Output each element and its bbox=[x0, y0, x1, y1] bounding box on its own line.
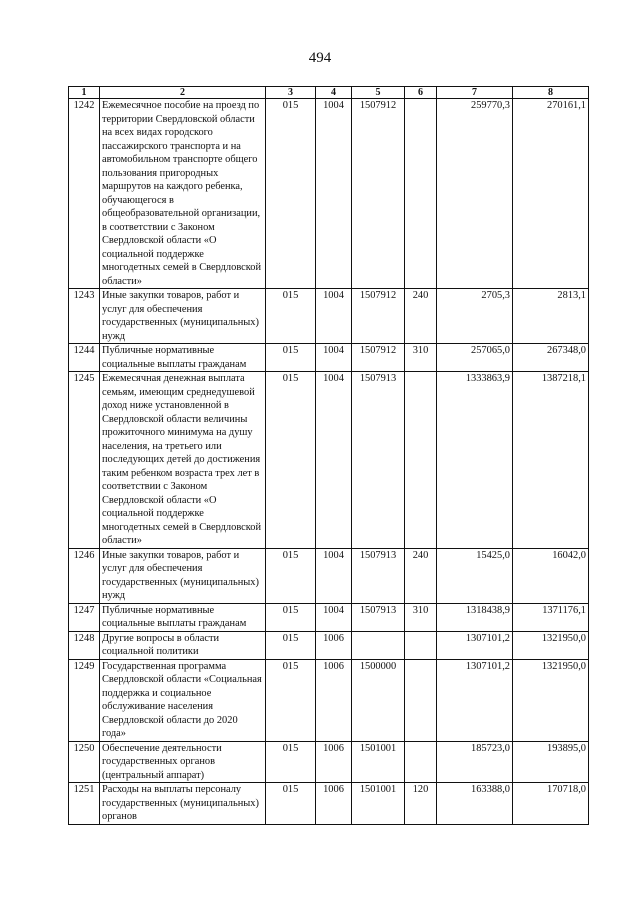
row-amount-year1: 1318438,9 bbox=[437, 603, 513, 631]
row-code-section: 1004 bbox=[316, 99, 352, 289]
row-code-section: 1004 bbox=[316, 289, 352, 344]
row-number: 1244 bbox=[69, 344, 100, 372]
row-amount-year1: 259770,3 bbox=[437, 99, 513, 289]
column-header-2: 2 bbox=[100, 87, 266, 99]
row-amount-year1: 2705,3 bbox=[437, 289, 513, 344]
row-number: 1242 bbox=[69, 99, 100, 289]
budget-table bbox=[68, 86, 589, 825]
row-code-section: 1004 bbox=[316, 372, 352, 549]
row-amount-year2: 267348,0 bbox=[513, 344, 589, 372]
table-row bbox=[69, 99, 589, 289]
row-name: Государственная программа Свердловской области «Социальная поддержка и социальное обслуживание населения Свердловской области до 2020 года» bbox=[100, 659, 266, 741]
row-amount-year2: 1321950,0 bbox=[513, 631, 589, 659]
row-amount-year2: 170718,0 bbox=[513, 783, 589, 825]
row-number: 1247 bbox=[69, 603, 100, 631]
table-row bbox=[69, 783, 589, 825]
column-header-6: 6 bbox=[405, 87, 437, 99]
row-code-admin: 015 bbox=[266, 99, 316, 289]
column-header-4: 4 bbox=[316, 87, 352, 99]
row-amount-year1: 1333863,9 bbox=[437, 372, 513, 549]
row-number: 1248 bbox=[69, 631, 100, 659]
column-header-5: 5 bbox=[352, 87, 405, 99]
header-row bbox=[69, 87, 589, 99]
row-amount-year1: 257065,0 bbox=[437, 344, 513, 372]
row-name: Ежемесячная денежная выплата семьям, имеющим среднедушевой доход ниже установленной в Свердловской области величины прожиточного минимума на душу населения, на третьего или последующих детей до достижения таким ребенком возраста трех лет в соответствии с Законом Свердловской области «О социальной поддержке многодетных семей в Свердловской области» bbox=[100, 372, 266, 549]
row-number: 1249 bbox=[69, 659, 100, 741]
row-code-admin: 015 bbox=[266, 372, 316, 549]
table-row bbox=[69, 344, 589, 372]
row-number: 1245 bbox=[69, 372, 100, 549]
row-code-type bbox=[405, 741, 437, 783]
row-code-section: 1004 bbox=[316, 344, 352, 372]
row-amount-year1: 1307101,2 bbox=[437, 659, 513, 741]
table-row bbox=[69, 741, 589, 783]
row-code-type bbox=[405, 99, 437, 289]
row-amount-year1: 185723,0 bbox=[437, 741, 513, 783]
column-header-1: 1 bbox=[69, 87, 100, 99]
row-code-type bbox=[405, 372, 437, 549]
row-code-type: 120 bbox=[405, 783, 437, 825]
row-code-target: 1507913 bbox=[352, 603, 405, 631]
row-code-section: 1006 bbox=[316, 631, 352, 659]
row-name: Публичные нормативные социальные выплаты гражданам bbox=[100, 344, 266, 372]
row-name: Иные закупки товаров, работ и услуг для обеспечения государственных (муниципальных) нужд bbox=[100, 289, 266, 344]
row-number: 1251 bbox=[69, 783, 100, 825]
row-amount-year2: 2813,1 bbox=[513, 289, 589, 344]
row-number: 1243 bbox=[69, 289, 100, 344]
row-code-type bbox=[405, 659, 437, 741]
row-number: 1250 bbox=[69, 741, 100, 783]
row-name: Ежемесячное пособие на проезд по территории Свердловской области на всех видах городского пассажирского транспорта и на автомобильном транспорте общего пользования пригородных маршрутов на каждого ребенка, обучающегося в общеобразовательной организации, в соответствии с Законом Свердловской области «О социальной поддержке многодетных семей в Свердловской области» bbox=[100, 99, 266, 289]
row-code-admin: 015 bbox=[266, 344, 316, 372]
table-body bbox=[69, 99, 589, 825]
row-number: 1246 bbox=[69, 548, 100, 603]
row-code-type: 240 bbox=[405, 289, 437, 344]
row-code-target: 1507912 bbox=[352, 344, 405, 372]
row-code-type bbox=[405, 631, 437, 659]
row-code-section: 1004 bbox=[316, 548, 352, 603]
row-name: Другие вопросы в области социальной политики bbox=[100, 631, 266, 659]
row-amount-year2: 1371176,1 bbox=[513, 603, 589, 631]
row-code-target: 1507913 bbox=[352, 548, 405, 603]
table-row bbox=[69, 372, 589, 549]
table-row bbox=[69, 631, 589, 659]
table-row bbox=[69, 289, 589, 344]
row-name: Публичные нормативные социальные выплаты гражданам bbox=[100, 603, 266, 631]
table-row bbox=[69, 548, 589, 603]
column-header-7: 7 bbox=[437, 87, 513, 99]
row-code-section: 1004 bbox=[316, 603, 352, 631]
row-code-admin: 015 bbox=[266, 659, 316, 741]
row-code-section: 1006 bbox=[316, 783, 352, 825]
row-code-target: 1507912 bbox=[352, 289, 405, 344]
row-amount-year2: 16042,0 bbox=[513, 548, 589, 603]
row-code-target bbox=[352, 631, 405, 659]
table-row bbox=[69, 603, 589, 631]
row-code-admin: 015 bbox=[266, 783, 316, 825]
row-code-target: 1501001 bbox=[352, 783, 405, 825]
row-code-section: 1006 bbox=[316, 741, 352, 783]
row-amount-year1: 1307101,2 bbox=[437, 631, 513, 659]
row-amount-year2: 270161,1 bbox=[513, 99, 589, 289]
row-code-admin: 015 bbox=[266, 548, 316, 603]
row-name: Иные закупки товаров, работ и услуг для обеспечения государственных (муниципальных) нужд bbox=[100, 548, 266, 603]
row-code-admin: 015 bbox=[266, 631, 316, 659]
column-header-3: 3 bbox=[266, 87, 316, 99]
row-amount-year2: 1387218,1 bbox=[513, 372, 589, 549]
row-name: Обеспечение деятельности государственных органов (центральный аппарат) bbox=[100, 741, 266, 783]
row-code-section: 1006 bbox=[316, 659, 352, 741]
row-amount-year1: 163388,0 bbox=[437, 783, 513, 825]
row-amount-year2: 193895,0 bbox=[513, 741, 589, 783]
page-number: 494 bbox=[308, 50, 332, 66]
row-code-target: 1507913 bbox=[352, 372, 405, 549]
row-code-target: 1501001 bbox=[352, 741, 405, 783]
row-code-target: 1500000 bbox=[352, 659, 405, 741]
row-code-type: 310 bbox=[405, 603, 437, 631]
table-row bbox=[69, 659, 589, 741]
row-code-admin: 015 bbox=[266, 289, 316, 344]
row-amount-year1: 15425,0 bbox=[437, 548, 513, 603]
row-code-target: 1507912 bbox=[352, 99, 405, 289]
column-header-8: 8 bbox=[513, 87, 589, 99]
row-code-admin: 015 bbox=[266, 741, 316, 783]
row-code-type: 240 bbox=[405, 548, 437, 603]
row-amount-year2: 1321950,0 bbox=[513, 659, 589, 741]
row-code-admin: 015 bbox=[266, 603, 316, 631]
row-name: Расходы на выплаты персоналу государственных (муниципальных) органов bbox=[100, 783, 266, 825]
row-code-type: 310 bbox=[405, 344, 437, 372]
